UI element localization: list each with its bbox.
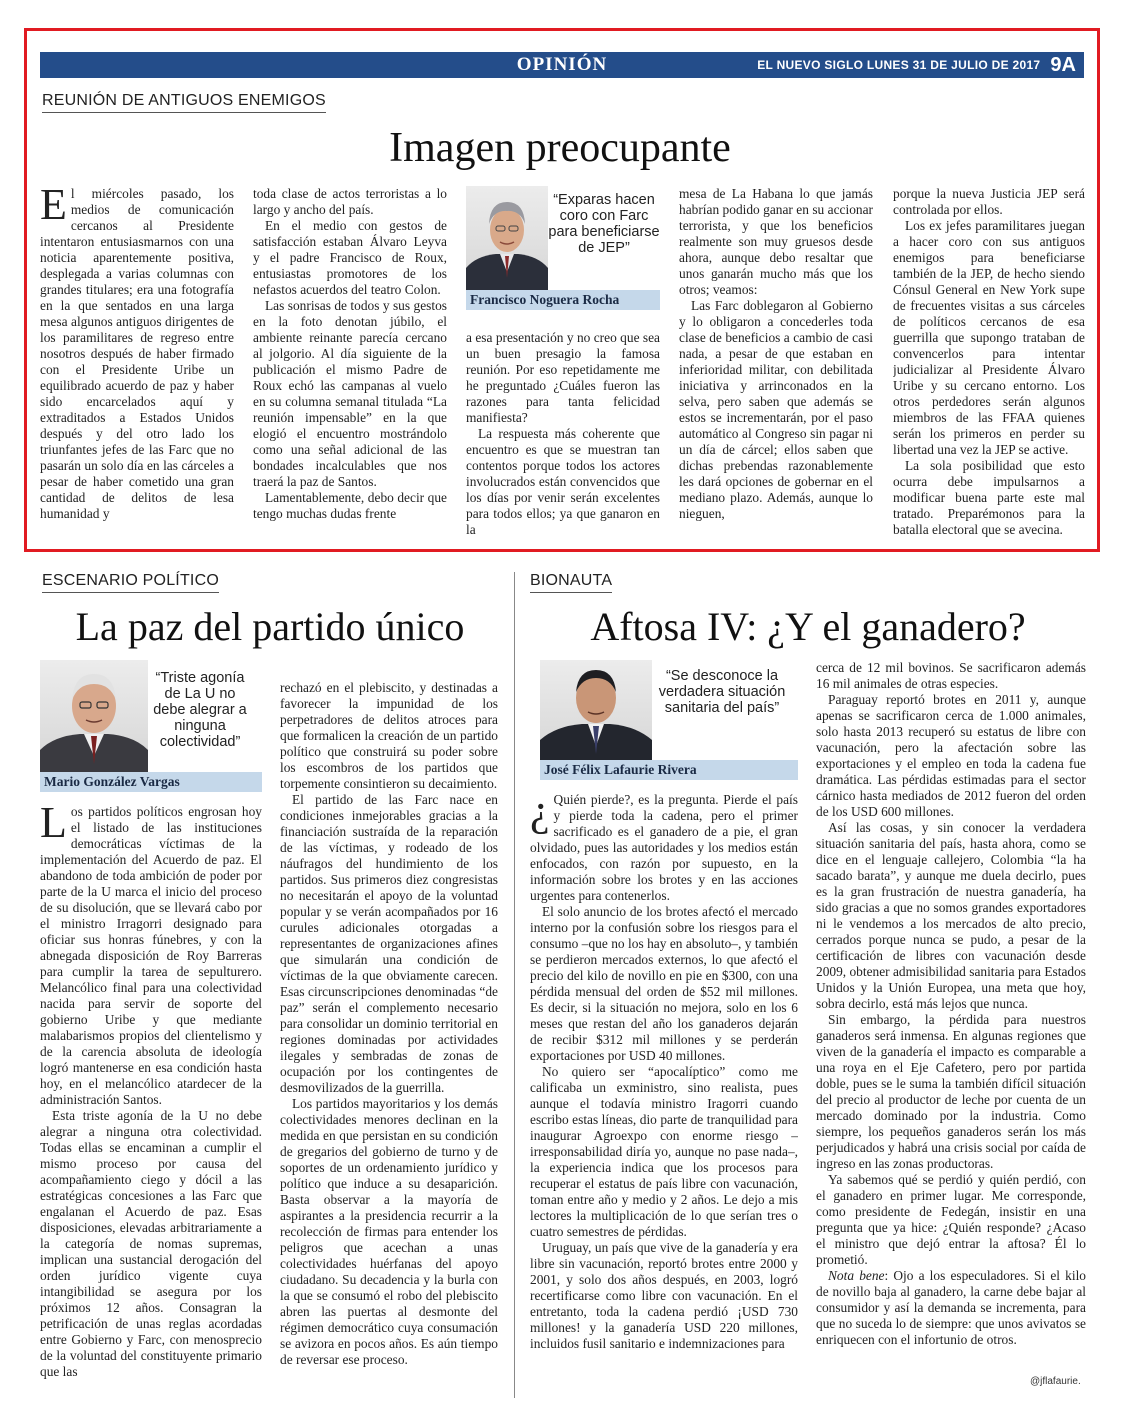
top-col-2: toda clase de actos terroristas a lo largo y ancho del país. En el medio con gestos de satisfacción estaban Álvaro Leyva y el padre Francisco de Roux, entusiastas promotores de los nefastos acuerdos del teatro Colon. Las sonrisas de todos y sus gestos en la foto denotan júbilo, el ambiente reinante parecía cercano al jolgorio. Al día siguiente de la publicación el mismo Padre de Roux echó las campanas al vuelo en su columna semanal titulada “La reunión impensable” en la que elogió el encuentro mostrándolo como una señal adicional de las bondades incalculables que nos traerá la paz de Santos. Lamentablemente, debo decir que tengo muchas dudas frente bbox=[253, 186, 447, 521]
pull-quote-right: “Se desconoce la verdadera situación sanitaria del país” bbox=[658, 668, 786, 716]
section-title: OPINIÓN bbox=[516, 54, 608, 75]
left-kicker: ESCENARIO POLÍTICO bbox=[42, 572, 219, 593]
author-photo-right bbox=[540, 660, 652, 760]
top-col-5: porque la nueva Justicia JEP será controlada por ellos. Los ex jefes paramilitares juegan a hacer coro con sus antiguos enemigos para beneficiarse también de la JEP, de hecho siendo Cónsul General en New York supe de frecuentes visitas a sus cárceles de políticos cercanos de esa guerrilla que supongo trataban de convencerlos para intentar judicializar al Presidente Álvaro Uribe y su cercano entorno. Los otros perdedores serán algunos miembros de las FFAA quienes serán los primeros en perder su libertad una vez la JEP se active. La sola posibilidad que esto ocurra debe impulsarnos a modificar buena parte este mal tratado. Preparémonos para la batalla electoral que se avecina. bbox=[893, 186, 1085, 537]
column-divider bbox=[514, 572, 515, 1398]
author-handle: @jflafaurie. bbox=[1030, 1376, 1081, 1387]
top-kicker: REUNIÓN DE ANTIGUOS ENEMIGOS bbox=[42, 92, 326, 113]
page-number: 9A bbox=[1050, 53, 1076, 76]
author-name: Francisco Noguera Rocha bbox=[466, 290, 660, 310]
left-headline: La paz del partido único bbox=[75, 604, 465, 649]
top-col-1: El miércoles pasado, los medios de comunicación cercanos al Presidente intentaron entusiasmarnos con una noticia aparentemente positiva, desplegada a varias columnas con grandes titulares; era una fotografía en la que sentados en una larga mesa algunos antiguos dirigentes de los paramilitares de regreso entre nosotros después de haber firmado con el Presidente Uribe un equilibrado acuerdo de paz y haber sido encarcelados aquí y extraditados a Estados Unidos después y del otro lado los triunfantes jefes de las Farc que no pasarán un solo día en las cárceles a pesar de haber cometido una gran cantidad de delitos de lesa humanidad y bbox=[40, 186, 234, 521]
dropcap: L bbox=[40, 804, 67, 847]
right-col-2: cerca de 12 mil bovinos. Se sacrificaron además 16 mil animales de otras especies. Paraguay reportó brotes en 2011 y, aunque apenas se sacrificaron cerca de 1.000 animales, solo hasta 2013 recuperó su estatus de libre con vacunación, pero la afectación sobre las exportaciones y el empleo en toda la cadena fue dramática. Las pérdidas estimadas para el sector cárnico hasta mediados de 2012 fueron del orden de los USD 600 millones. Así las cosas, y sin conocer la verdadera situación sanitaria del país, hasta ahora, como se dice en el lenguaje callejero, Colombia “la ha sacado barata”, y aunque me duela decirlo, pues es la gran frustración de nuestra ganadería, ha sido gracias a que no somos grandes exportadores ni le vendemos a los mercados de alto precio, cerrados porque nunca se pudo, a pesar de la certificación de libres con vacunación desde 2009, obtener admisibilidad sanitaria para Estados Unidos y la Unión Europea, una meta que hoy, sobra decirlo, está más lejos que nunca. Sin embargo, la pérdida para nuestros ganaderos será inmensa. En algunas regiones que viven de la ganadería el impacto es comparable a una roya en el Eje Cafetero, pero por partida doble, pues se le suma la también difícil situación del precio al productor de leche por cuenta de un mercado dominado por la industria. Como siempre, los pequeños ganaderos serán los más perjudicados y habrá una crisis social por caída de ingreso en las zonas productoras. Ya sabemos qué se perdió y quién perdió, con el ganadero en primer lugar. Me corresponde, como presidente de Fedegán, insistir en una pregunta que ya hice: ¿Quién responde? ¿Acaso el ministro que dejó entrar la aftosa? Él lo prometió. Nota bene: Ojo a los especuladores. Si el kilo de novillo baja al ganadero, la carne debe bajar al consumidor y así la demanda se incrementa, para que no suceda lo de siempre: que unos avivatos se enriquecen con el infortunio de otros. bbox=[816, 660, 1086, 1347]
right-col-1: ¿ Quién pierde?, es la pregunta. Pierde el país y pierde toda la cadena, pero el primer sacrificado es el ganadero de a pie, el gran olvidado, pues las autoridades y los medios están enfocados, con razón por supuesto, en la información sobre los brotes y en las acciones urgentes para contenerlos. El solo anuncio de los brotes afectó el mercado interno por la confusión sobre los riesgos para el consumo –que no los hay en absoluto–, y también se perdieron mercados externos, lo que afectó el precio del kilo de novillo en pie en $300, con una pérdida mensual del orden de $52 mil millones. Es decir, si la situación no mejora, solo en los 6 meses que restan del año los ganaderos dejarán de recibir $312 mil millones y se perderán exportaciones por USD 40 millones. No quiero ser “apocalíptico” como me calificaba un exministro, sino realista, pues aunque el todavía ministro Iragorri cuando escribo estas líneas, dio parte de tranquilidad para inaugurar Agroexpo con enorme riesgo –irresponsabilidad diría yo, aunque no pase nada–, la experiencia indica que los procesos para recuperar el estatus de país libre con vacunación, toman entre año y medio y 2 años. Le dejo a mis lectores la multiplicación de lo que serían tres o cuatro semestres de pérdidas. Uruguay, un país que vive de la ganadería y era libre sin vacunación, reportó brotes entre 2000 y 2001, y solo dos años después, en 2003, logró recertificarse como libre con vacunación. En el entretanto, toda la cadena perdió ¡USD 730 millones! y la ganadería USD 220 millones, incluidos fusil sanitario e indemnizaciones para bbox=[530, 792, 798, 1351]
author-photo-left bbox=[40, 660, 148, 772]
portrait-icon bbox=[40, 660, 148, 772]
left-col-1: Los partidos políticos engrosan hoy el listado de las instituciones democráticas víctimas de la implementación del Acuerdo de paz. El abandono de toda ambición de poder por parte de la U marca el inicio del proceso de su disolución, que se llevará cabo por el ministro Irragorri designado para oficiar sus honras fúnebres, y con la abnegada disposición de Roy Barreras para cumplir la tarea de sepulturero. Melancólico final para una colectividad nacida para servir de soporte del gobierno Uribe y que mediante malabarismos propios del clientelismo y de la carencia absoluta de ideología logró mantenerse en esa condición hasta hoy, en el melancólico atardecer de la administración Santos. Esta triste agonía de la U no debe alegrar a ninguna otra colectividad. Todas ellas se encaminan a cumplir el mismo proceso por causa del acompañamiento ciego y dócil a las estratégicas concesiones a las Farc que engalanan el Acuerdo de paz. Esas disposiciones, elevadas arbitrariamente a la categoría de nomas supremas, implican una sustancial derogación del orden jurídico vigente cuya intangibilidad se asegura por los próximos 12 años. Consagran la petrificación de unas reglas acordadas entre Gobierno y Farc, con menosprecio de la voluntad del constituyente primario que las bbox=[40, 804, 262, 1379]
author-photo bbox=[466, 186, 548, 290]
top-headline: Imagen preocupante bbox=[389, 125, 731, 171]
portrait-icon bbox=[540, 660, 652, 760]
publication-date: EL NUEVO SIGLO LUNES 31 DE JULIO DE 2017 bbox=[757, 58, 1041, 72]
author-name-right: José Félix Lafaurie Rivera bbox=[540, 760, 798, 780]
dropcap: ¿ bbox=[530, 792, 550, 835]
pull-quote-left: “Triste agonía de La U no debe alegrar a ninguna colectividad” bbox=[153, 670, 247, 750]
left-col-2: rechazó en el plebiscito, y destinadas a favorecer la impunidad de los perpetradores de delitos atroces para que formalicen la creación de un partido político que construirá su poder sobre los escombros de los partidos que torpemente consintieron su decaimiento. El partido de las Farc nace en condiciones inmejorables gracias a la financiación sustraída de la reparación de las víctimas, y rodeado de los náufragos del hundimiento de los partidos. Sus primeros diez congresistas no necesitarán el apoyo de la voluntad popular y se verán acompañados por 16 curules adicionales otorgadas a representantes de organizaciones afines que simularán una condición de víctimas de la que obviamente carecen. Esas circunscripciones denominadas “de paz” serán el complemento necesario para consolidar un dominio territorial en regiones dominadas por actividades ilegales y sembradas de zonas de ocupación por los contingentes de desmovilizados de la guerrilla. Los partidos mayoritarios y los demás colectividades menores declinan en la medida en que persistan en su condición de gregarios del gobierno de turno y de soportes de un ordenamiento jurídico y político que induce a su desaparición. Basta observar a la mayoría de aspirantes a la presidencia recurrir a la recolección de firmas para entender los peligros que acechan a unas colectividades huérfanas del apoyo ciudadano. Su decadencia y la burla con la que se consumó el robo del plebiscito abren las puertas al desmonte del régimen democrático cuya consumación se avizora en pocos años. Es aún tiempo de reversar ese proceso. bbox=[280, 680, 498, 1367]
author-name-left: Mario González Vargas bbox=[40, 772, 262, 792]
right-headline: Aftosa IV: ¿Y el ganadero? bbox=[590, 604, 1026, 649]
right-kicker: BIONAUTA bbox=[530, 572, 612, 593]
portrait-icon bbox=[466, 186, 548, 290]
top-col-3: a esa presentación y no creo que sea un buen presagio la famosa reunión. Por eso repetidamente me he preguntado ¿Cuáles fueron las razones para tanta felicidad manifiesta? La respuesta más coherente que encuentro es que se muestran tan contentos porque todos los actores involucrados están convencidos que los días por venir serán excelentes para todos ellos; ya que ganaron en la bbox=[466, 330, 660, 537]
top-col-4: mesa de La Habana lo que jamás habrían podido ganar en su accionar terrorista, y que los beneficios realmente son muy gruesos desde ahora, aunque debo resaltar que unos ganarán mucho más que los otros; veamos: Las Farc doblegaron al Gobierno y lo obligaron a concederles toda clase de beneficios a cambio de casi nada, a pesar de que estaban en inferioridad militar, con debilitada iniciativa y arrinconados en la selva, pero saben que además se estos se incrementarán, por el paso automático al Congreso sin pagar ni un día de cárcel; ellos saben que dichas prebendas razonablemente les dará opciones de gobernar en el mediano plazo. Además, aunque lo nieguen, bbox=[679, 186, 873, 521]
page-header bbox=[40, 52, 1084, 78]
dropcap: E bbox=[40, 186, 67, 229]
pull-quote: “Exparas hacen coro con Farc para beneficiarse de JEP” bbox=[548, 192, 660, 256]
